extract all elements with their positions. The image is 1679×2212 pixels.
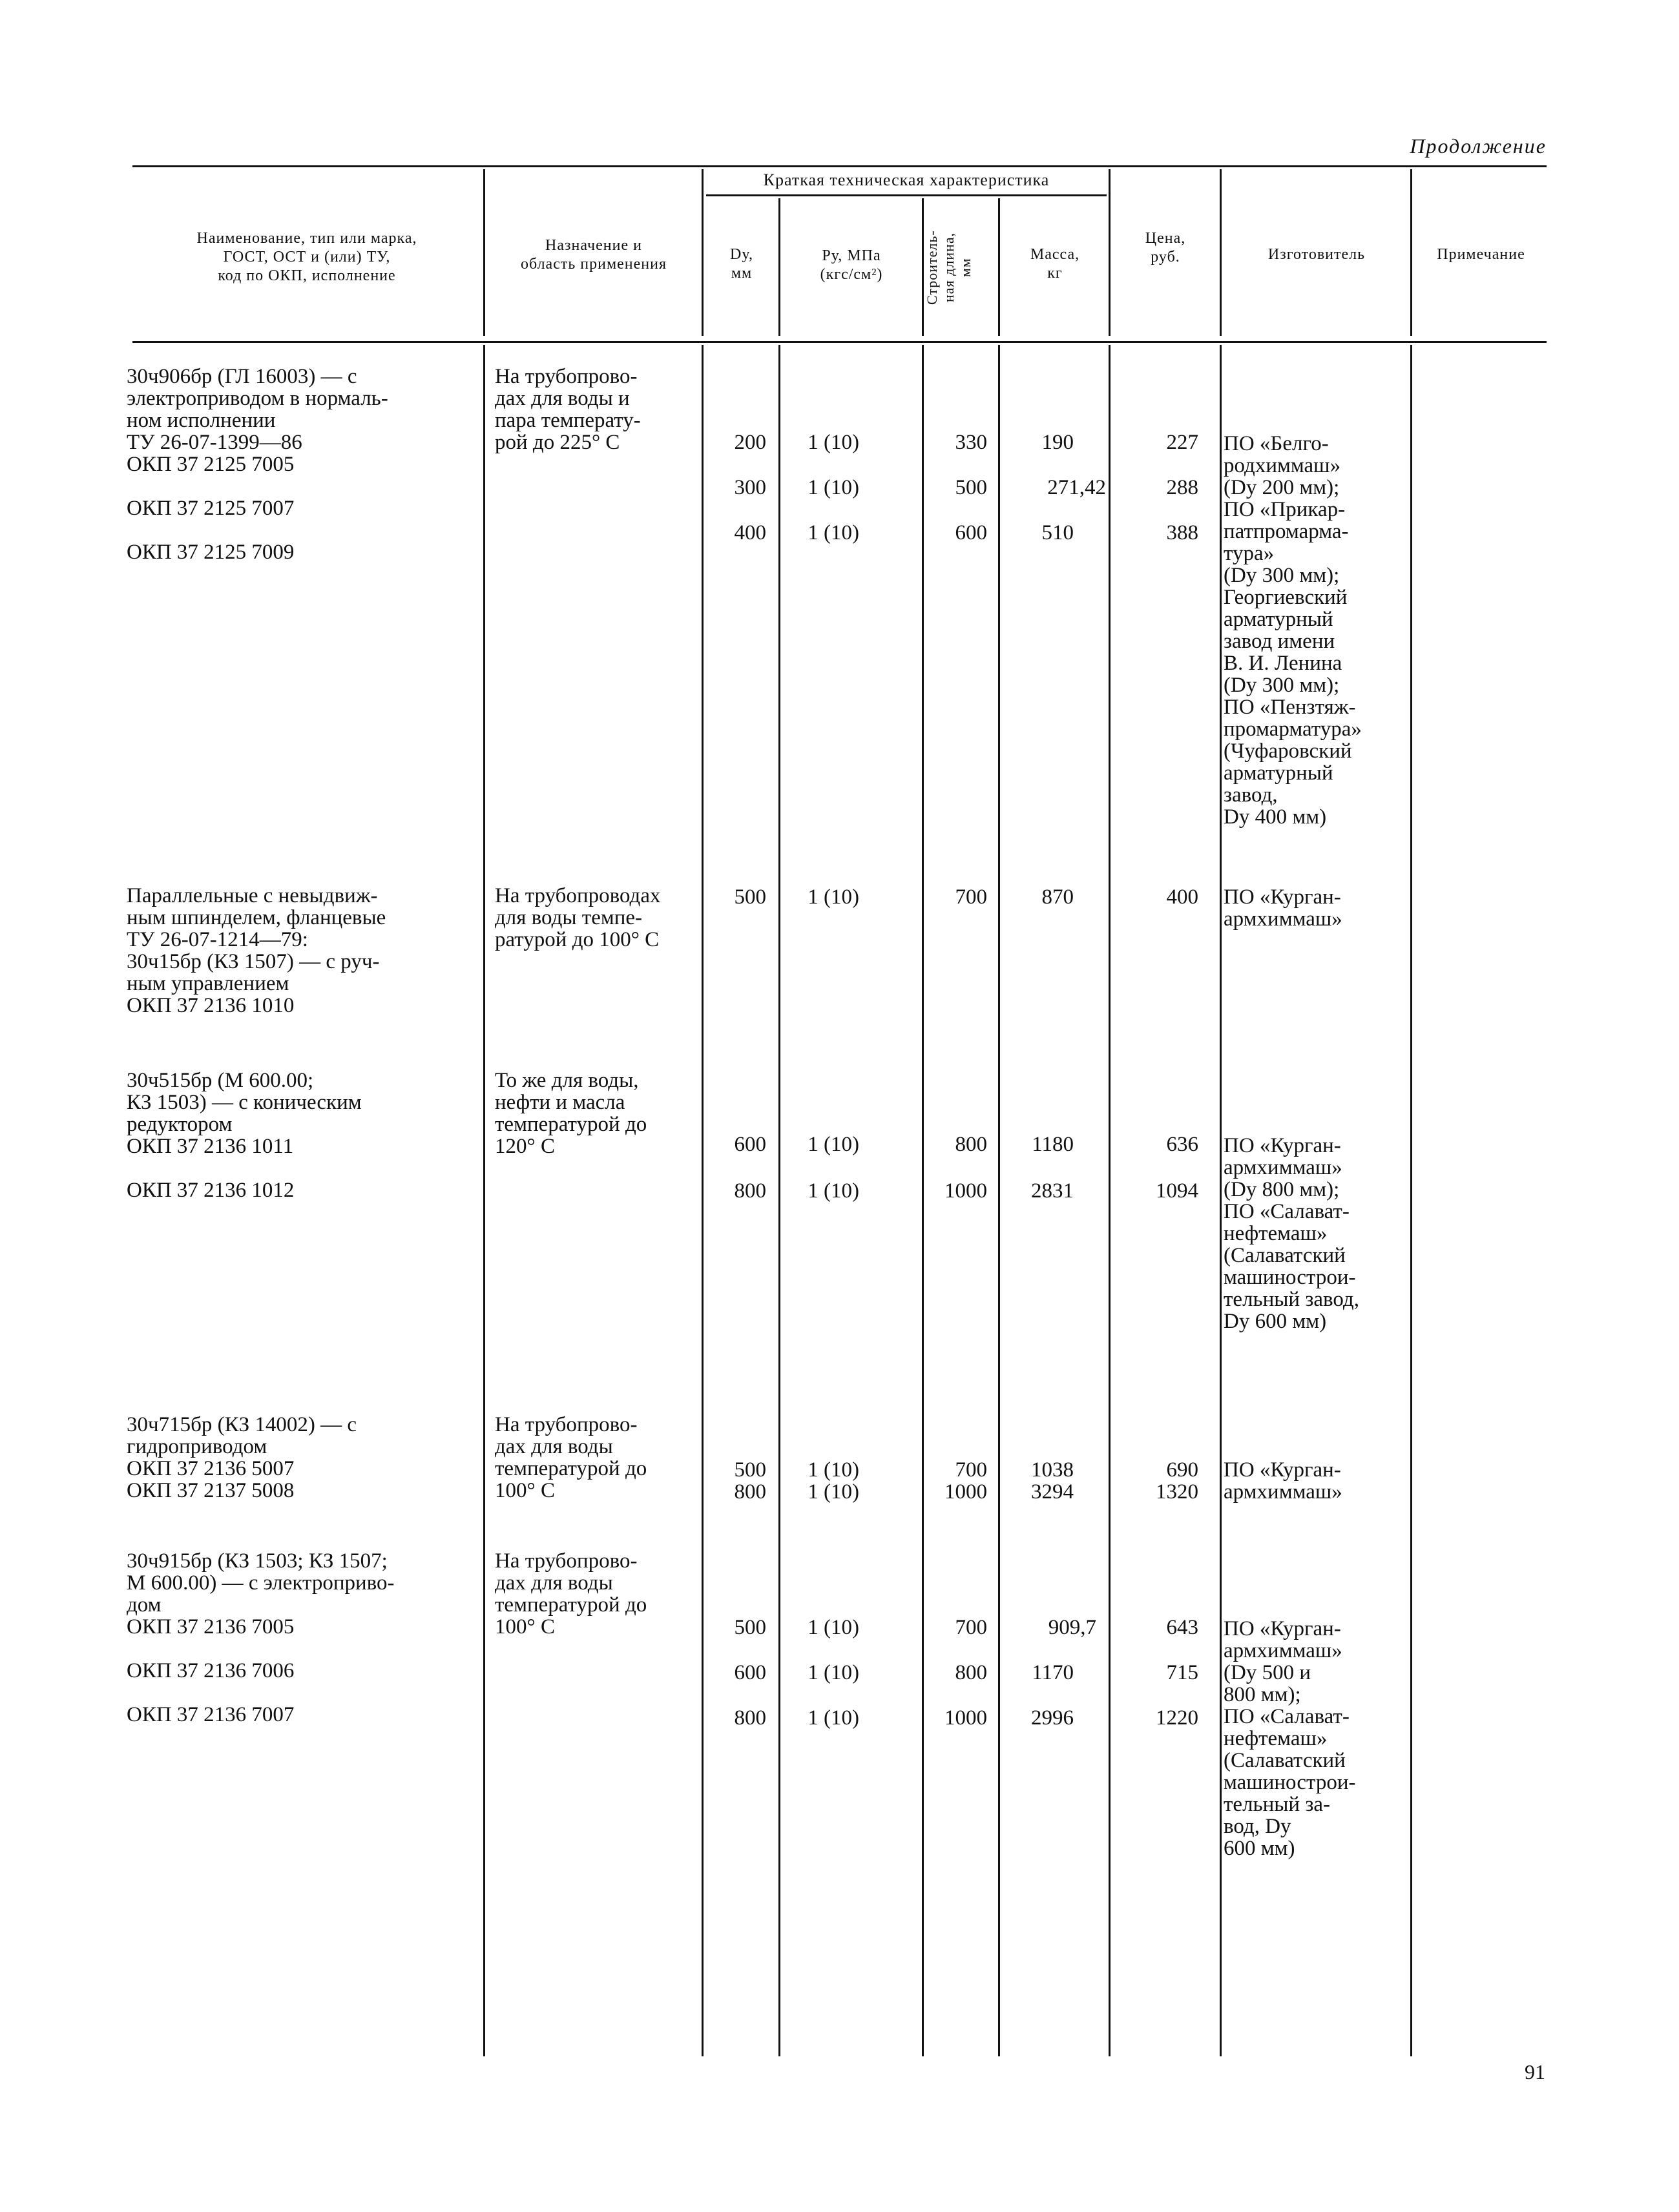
header-note: Примечание [1437, 246, 1525, 263]
header-bottom-rule [132, 341, 1547, 343]
cell-price: 643 [1166, 1616, 1198, 1639]
item-name: 30ч906бр (ГЛ 16003) — с электроприводом в нормаль- ном исполнении ТУ 26-07-1399—86 ОКП 37 2125 7005 ОКП 37 2125 7007 ОКП 37 2125 7009 [127, 365, 388, 564]
cell-mass: 271,42 [1047, 476, 1106, 499]
cell-price: 1320 [1156, 1480, 1198, 1504]
cell-dy: 800 [734, 1480, 766, 1504]
cell-py: 1 (10) [808, 1458, 859, 1482]
body-divider [702, 345, 704, 2056]
cell-dy: 200 [734, 431, 766, 454]
item-name: 30ч515бр (М 600.00; КЗ 1503) — с коническим редуктором ОКП 37 2136 1011 ОКП 37 2136 1012 [127, 1069, 362, 1202]
cell-py: 1 (10) [808, 1706, 859, 1730]
header-name: Наименование, тип или марка, ГОСТ, ОСТ и (или) ТУ, код по ОКП, исполнение [196, 230, 417, 284]
header-divider [483, 169, 485, 336]
cell-price: 636 [1166, 1133, 1198, 1156]
body-divider [1220, 345, 1222, 2056]
cell-length: 500 [955, 476, 987, 499]
header-tech-group: Краткая техническая характеристика [763, 171, 1050, 189]
cell-py: 1 (10) [808, 431, 859, 454]
cell-price: 1094 [1156, 1179, 1198, 1203]
cell-mass: 870 [1041, 885, 1074, 909]
cell-length: 330 [955, 431, 987, 454]
body-divider [922, 345, 924, 2056]
header-divider [998, 198, 1000, 336]
cell-py: 1 (10) [808, 1179, 859, 1203]
cell-length: 700 [955, 1616, 987, 1639]
item-maker: ПО «Курган- армхиммаш» (Dу 800 мм); ПО «Салават- нефтемаш» (Салаватский машинострои- тельный завод, Dу 600 мм) [1224, 1134, 1359, 1333]
cell-dy: 800 [734, 1706, 766, 1730]
cell-price: 1220 [1156, 1706, 1198, 1730]
item-maker: ПО «Белго- родхиммаш» (Dу 200 мм); ПО «Прикар- патпромарма- тура» (Dу 300 мм); Георгиевский арматурный завод имени В. И. Ленина (Dу 300 мм); ПО «Пензтяж- промарматура» (Чуфаровский арматурный завод, Dу 400 мм) [1224, 432, 1362, 829]
item-purpose: На трубопрово- дах для воды температурой до 100° С [495, 1413, 647, 1502]
cell-py: 1 (10) [808, 1480, 859, 1504]
item-name: Параллельные с невыдвиж- ным шпинделем, фланцевые ТУ 26-07-1214—79: 30ч15бр (КЗ 1507) — с руч- ным управлением ОКП 37 2136 1010 [127, 884, 386, 1017]
cell-dy: 500 [734, 885, 766, 909]
cell-mass: 909,7 [1048, 1616, 1096, 1639]
table-top-rule [132, 165, 1547, 167]
cell-price: 388 [1166, 521, 1198, 544]
cell-dy: 300 [734, 476, 766, 499]
cell-dy: 500 [734, 1616, 766, 1639]
cell-mass: 190 [1041, 431, 1074, 454]
cell-price: 288 [1166, 476, 1198, 499]
header-length: Строитель- ная длина, мм [924, 230, 974, 305]
cell-py: 1 (10) [808, 885, 859, 909]
cell-length: 700 [955, 1458, 987, 1482]
cell-dy: 800 [734, 1179, 766, 1203]
item-name: 30ч715бр (КЗ 14002) — с гидроприводом ОКП 37 2136 5007 ОКП 37 2137 5008 [127, 1413, 357, 1502]
body-divider [778, 345, 780, 2056]
cell-mass: 510 [1041, 521, 1074, 544]
header-py: Pу, МПа (кгс/см²) [820, 247, 883, 283]
body-divider [1410, 345, 1412, 2056]
header-maker: Изготовитель [1267, 246, 1366, 263]
cell-mass: 2831 [1031, 1179, 1074, 1203]
cell-length: 1000 [944, 1706, 987, 1730]
header-divider [1109, 169, 1111, 336]
cell-py: 1 (10) [808, 1661, 859, 1684]
item-purpose: На трубопрово- дах для воды температурой до 100° С [495, 1549, 647, 1638]
header-divider [1410, 169, 1412, 336]
cell-length: 1000 [944, 1179, 987, 1203]
cell-mass: 1170 [1032, 1661, 1074, 1684]
cell-mass: 1038 [1031, 1458, 1074, 1482]
item-name: 30ч915бр (КЗ 1503; КЗ 1507; М 600.00) — с электроприво- дом ОКП 37 2136 7005 ОКП 37 2136 7006 ОКП 37 2136 7007 [127, 1549, 395, 1726]
cell-length: 600 [955, 521, 987, 544]
header-price: Цена, руб. [1145, 230, 1186, 265]
cell-py: 1 (10) [808, 1133, 859, 1156]
body-divider [1109, 345, 1111, 2056]
cell-dy: 400 [734, 521, 766, 544]
header-purpose: Назначение и область применения [520, 237, 667, 273]
cell-mass: 3294 [1031, 1480, 1074, 1504]
cell-dy: 500 [734, 1458, 766, 1482]
item-purpose: На трубопрово- дах для воды и пара температу- рой до 225° С [495, 365, 641, 454]
cell-mass: 1180 [1032, 1133, 1074, 1156]
item-maker: ПО «Курган- армхиммаш» [1224, 885, 1342, 931]
header-divider [702, 169, 704, 336]
cell-length: 800 [955, 1661, 987, 1684]
continuation-label: Продолжение [1410, 134, 1547, 158]
item-maker: ПО «Курган- армхиммаш» [1224, 1458, 1342, 1504]
cell-py: 1 (10) [808, 521, 859, 544]
cell-dy: 600 [734, 1661, 766, 1684]
item-maker: ПО «Курган- армхиммаш» (Dу 500 и 800 мм); ПО «Салават- нефтемаш» (Салаватский машинострои- тельный за- вод, Dу 600 мм) [1224, 1617, 1356, 1860]
header-divider [778, 198, 780, 336]
cell-dy: 600 [734, 1133, 766, 1156]
header-dy: Dу, мм [730, 246, 753, 282]
cell-length: 800 [955, 1133, 987, 1156]
subheader-rule [706, 194, 1107, 196]
cell-price: 690 [1166, 1458, 1198, 1482]
page-number: 91 [1525, 2060, 1545, 2083]
body-divider [998, 345, 1000, 2056]
cell-py: 1 (10) [808, 476, 859, 499]
cell-price: 227 [1166, 431, 1198, 454]
cell-price: 400 [1166, 885, 1198, 909]
item-purpose: На трубопроводах для воды темпе- ратурой до 100° С [495, 884, 661, 951]
cell-py: 1 (10) [808, 1616, 859, 1639]
item-purpose: То же для воды, нефти и масла температурой до 120° С [495, 1069, 647, 1158]
body-divider [483, 345, 485, 2056]
cell-length: 1000 [944, 1480, 987, 1504]
cell-length: 700 [955, 885, 987, 909]
cell-price: 715 [1166, 1661, 1198, 1684]
cell-mass: 2996 [1031, 1706, 1074, 1730]
header-divider [1220, 169, 1222, 336]
header-mass: Масса, кг [1030, 246, 1080, 282]
